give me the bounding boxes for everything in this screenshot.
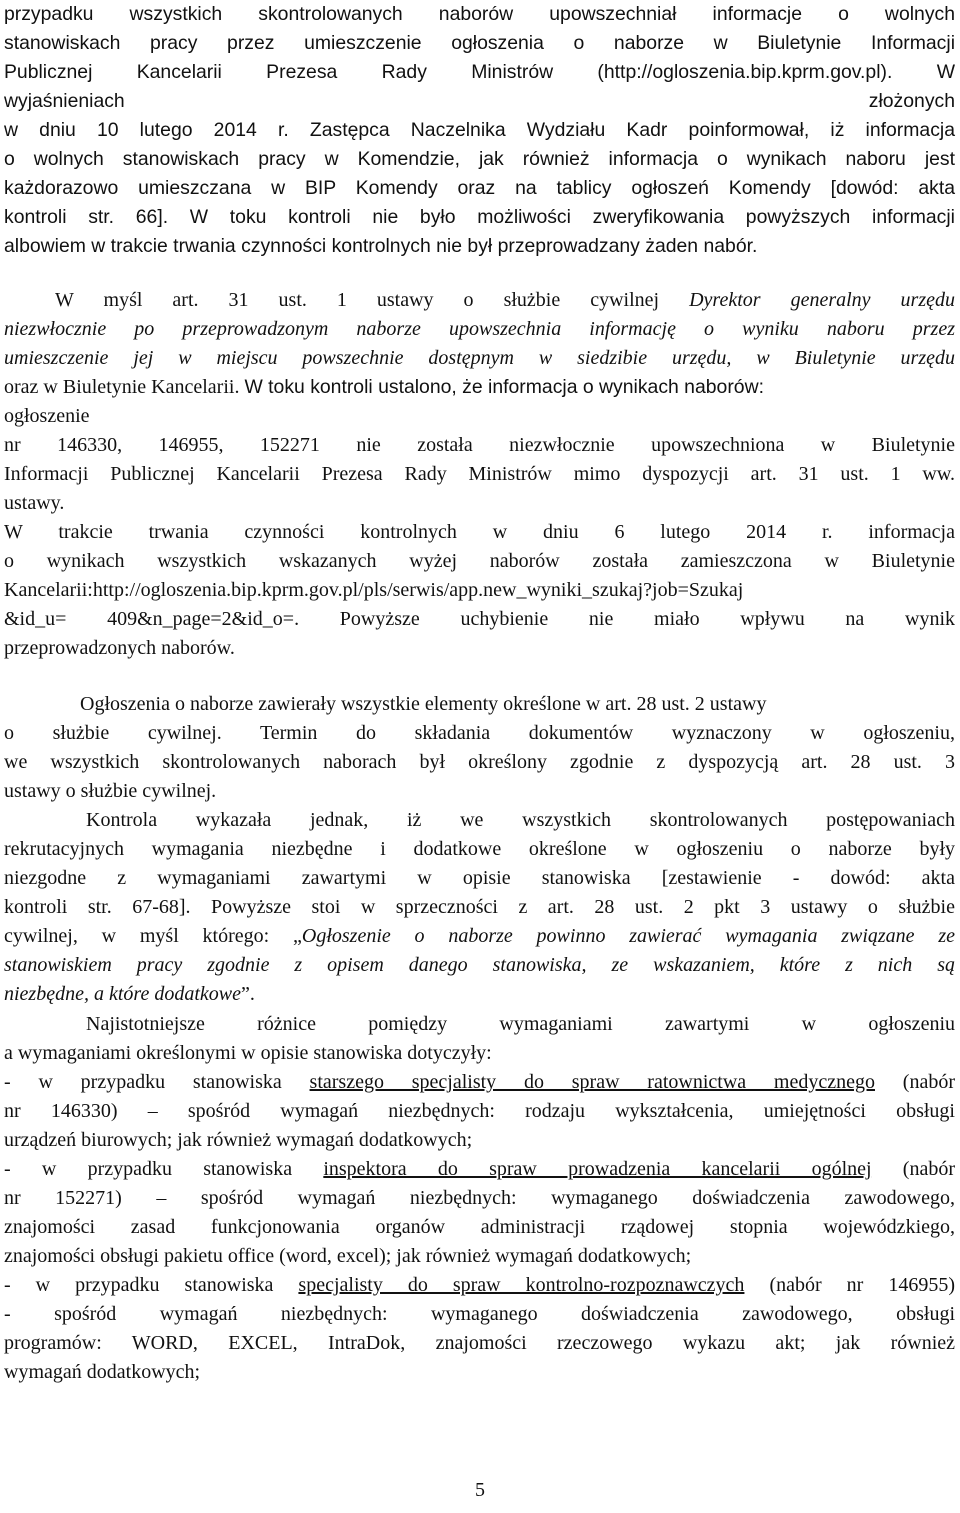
text-line — [4, 980, 955, 1009]
text-segment: kontroli str. 67-68]. Powyższe stoi w sprzeczności z art. 28 ust. 2 pkt 3 ustawy o służbie — [4, 896, 955, 918]
text-segment: o wynikach wszystkich wskazanych wyżej naborów została zamieszczona w Biuletynie — [4, 550, 955, 572]
text-segment: niezbędne, a które dodatkowe — [4, 983, 241, 1005]
text-segment: nr 152271) – spośród wymagań niezbędnych: wymaganego doświadczenia zawodowego, — [4, 1187, 955, 1209]
text-segment: - w przypadku stanowiska — [4, 1274, 299, 1296]
page-number: 5 — [475, 1479, 485, 1501]
text-line — [4, 402, 955, 431]
text-segment: Kontrola wykazała jednak, iż we wszystkich skontrolowanych postępowaniach — [86, 809, 955, 831]
text-segment: niezwłocznie po przeprowadzonym naborze upowszechnia informację o wyniku naboru przez — [4, 318, 955, 340]
underlined-position-name: inspektora do spraw prowadzenia kancelarii ogólnej — [323, 1158, 872, 1180]
text-segment: (nabór — [871, 1158, 955, 1180]
text-segment: w dniu 10 lutego 2014 r. Zastępca Naczelnika Wydziału Kadr poinformował, iż informacja — [4, 119, 955, 141]
text-line — [4, 777, 955, 806]
text-segment: ogłoszenie — [4, 405, 90, 427]
text-segment: Ogłoszenie o naborze powinno zawierać wymagania związane ze — [301, 925, 956, 947]
text-segment: urządzeń biurowych; jak również wymagań dodatkowych; — [4, 1129, 473, 1151]
text-segment: Publicznej Kancelarii Prezesa Rady Ministrów (http://ogloszenia.bip.kprm.gov.pl). W — [4, 61, 955, 83]
text-segment: przeprowadzonych naborów. — [4, 637, 235, 659]
text-line — [4, 1039, 955, 1068]
text-segment: o służbie cywilnej. Termin do składania dokumentów wyznaczony w ogłoszeniu, — [4, 722, 955, 744]
text-segment: rekrutacyjnych wymagania niezbędne i dodatkowe określone w ogłoszeniu o naborze były — [4, 838, 955, 860]
text-segment: nr 146330) – spośród wymagań niezbędnych: rodzaju wykształcenia, umiejętności obsługi — [4, 1100, 955, 1122]
text-line — [4, 748, 955, 777]
text-line — [4, 634, 955, 663]
text-line — [55, 286, 955, 315]
text-segment: (nabór — [875, 1071, 955, 1093]
text-line — [4, 518, 955, 547]
text-line — [4, 893, 955, 922]
text-line — [4, 431, 955, 460]
text-segment: (nabór nr 146955) — [744, 1274, 955, 1296]
text-line — [4, 315, 955, 344]
text-line — [4, 145, 955, 174]
text-segment: przypadku wszystkich skontrolowanych naborów upowszechniał informacje o wolnych — [4, 3, 955, 25]
text-segment: które z nich są — [779, 954, 955, 976]
text-line — [80, 690, 955, 719]
text-segment: we wszystkich skontrolowanych naborach był określony zgodnie z dyspozycją art. 28 ust. 3 — [4, 751, 955, 773]
text-line — [4, 1300, 955, 1329]
text-segment: ”. — [240, 983, 255, 1005]
text-line — [4, 0, 955, 29]
text-segment: - spośród wymagań niezbędnych: wymaganego doświadczenia zawodowego, obsługi — [4, 1303, 955, 1325]
text-segment: umieszczenie jej w miejscu powszechnie dostępnym w siedzibie urzędu, w Biuletynie urzędu — [4, 347, 955, 369]
text-line — [4, 719, 955, 748]
text-line — [4, 203, 955, 232]
text-line — [4, 1097, 955, 1126]
text-segment: stanowiskiem pracy zgodnie z opisem danego stanowiska, ze wskazaniem, — [4, 954, 780, 976]
text-segment: - w przypadku stanowiska — [4, 1071, 310, 1093]
underlined-position-name: specjalisty do spraw kontrolno-rozpoznawczych — [298, 1274, 745, 1296]
text-line — [4, 1329, 955, 1358]
text-segment: nr 146330, 146955, 152271 nie została niezwłocznie upowszechniona w Biuletynie — [4, 434, 955, 456]
text-line — [4, 1184, 955, 1213]
text-line — [4, 1242, 955, 1271]
text-segment: cywilnej, w myśl którego: „ — [4, 925, 302, 947]
text-segment: W myśl art. 31 ust. 1 ustawy o służbie cywilnej — [55, 289, 690, 311]
text-segment: W trakcie trwania czynności kontrolnych w dniu 6 lutego 2014 r. informacja — [4, 521, 955, 543]
text-line — [86, 1010, 955, 1039]
text-line — [4, 58, 955, 87]
text-segment: a wymaganiami określonymi w opisie stanowiska dotyczyły: — [4, 1042, 492, 1064]
text-line — [4, 232, 955, 261]
text-segment: niezgodne z wymaganiami zawartymi w opisie stanowiska [zestawienie - dowód: akta — [4, 867, 955, 889]
text-segment: Dyrektor generalny urzędu — [689, 289, 955, 311]
text-segment: oraz w Biuletynie Kancelarii. — [4, 376, 245, 398]
text-segment: ustawy. — [4, 492, 65, 514]
text-line — [4, 1271, 955, 1300]
text-segment: Informacji Publicznej Kancelarii Prezesa Rady Ministrów mimo dyspozycji art. 31 ust. 1 ww. — [4, 463, 955, 485]
text-line — [4, 1068, 955, 1097]
text-segment: Ogłoszenia o naborze zawierały wszystkie elementy określone w art. 28 ust. 2 ustawy — [80, 693, 767, 715]
text-segment: &id_u= 409&n_page=2&id_o=. Powyższe uchybienie nie miało wpływu na wynik — [4, 608, 955, 630]
text-line — [4, 174, 955, 203]
text-segment: Najistotniejsze różnice pomiędzy wymaganiami zawartymi w ogłoszeniu — [86, 1013, 955, 1035]
text-line — [4, 922, 955, 951]
text-segment: o wolnych stanowiskach pracy w Komendzie, jak również informacja o wynikach naboru jest — [4, 148, 955, 170]
text-line — [4, 1126, 955, 1155]
text-segment: każdorazowo umieszczana w BIP Komendy oraz na tablicy ogłoszeń Komendy [dowód: akta — [4, 177, 955, 199]
text-line — [4, 576, 955, 605]
text-segment: - w przypadku stanowiska — [4, 1158, 324, 1180]
text-segment: Kancelarii:http://ogloszenia.bip.kprm.gov.pl/pls/serwis/app.new_wyniki_szukaj?job=Szukaj — [4, 579, 744, 601]
text-line — [86, 806, 955, 835]
text-segment: programów: WORD, EXCEL, IntraDok, znajomości rzeczowego wykazu akt; jak również — [4, 1332, 955, 1354]
underlined-position-name: starszego specjalisty do spraw ratownictwa medycznego — [309, 1071, 875, 1093]
text-line — [4, 87, 955, 116]
text-segment: znajomości obsługi pakietu office (word, excel); jak również wymagań dodatkowych; — [4, 1245, 692, 1267]
text-segment: kontroli str. 66]. W toku kontroli nie było możliwości zweryfikowania powyższych informacji — [4, 206, 955, 228]
text-line — [869, 87, 955, 116]
text-line — [4, 29, 955, 58]
text-segment: wyjaśnieniach — [4, 90, 125, 112]
text-line — [4, 373, 955, 402]
text-line — [4, 864, 955, 893]
text-segment: W toku kontroli ustalono, że informacja o wynikach naborów: — [244, 376, 764, 398]
text-segment: albowiem w trakcie trwania czynności kontrolnych nie był przeprowadzany żaden nabór. — [4, 235, 758, 257]
text-segment: ustawy o służbie cywilnej. — [4, 780, 217, 802]
text-line — [4, 116, 955, 145]
text-line — [4, 344, 955, 373]
text-line — [4, 835, 955, 864]
text-line — [4, 1155, 955, 1184]
text-segment: stanowiskach pracy przez umieszczenie ogłoszenia o naborze w Biuletynie Informacji — [4, 32, 955, 54]
text-line — [4, 460, 955, 489]
text-segment: znajomości zasad funkcjonowania organów administracji rządowej stopnia wojewódzkiego, — [4, 1216, 955, 1238]
text-line — [4, 951, 955, 980]
text-line — [4, 489, 955, 518]
text-line — [4, 1358, 955, 1387]
text-line — [4, 605, 955, 634]
text-line — [4, 547, 955, 576]
text-line — [4, 1213, 955, 1242]
text-segment: złożonych — [868, 90, 955, 112]
text-segment: wymagań dodatkowych; — [4, 1361, 201, 1383]
